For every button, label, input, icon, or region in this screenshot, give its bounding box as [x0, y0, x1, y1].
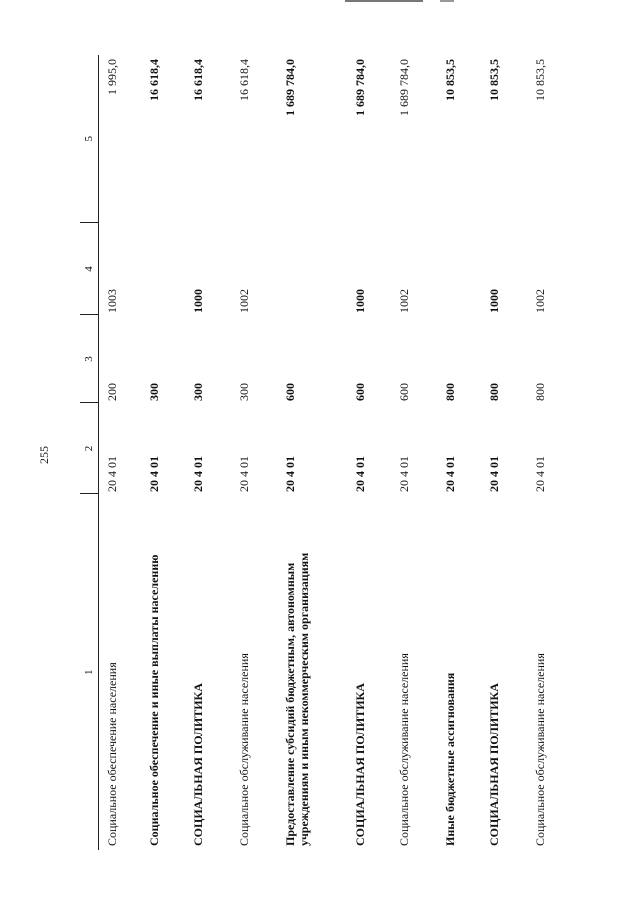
- row-target-article: 20 4 01: [533, 456, 547, 492]
- row-amount: 1 995,0: [105, 59, 119, 95]
- row-target-article: 20 4 01: [443, 456, 457, 492]
- row-expense-type: 800: [533, 383, 547, 401]
- budget-table: [80, 55, 569, 850]
- table-header-row: [80, 55, 99, 850]
- table-container: [80, 55, 570, 850]
- row-section: 1002: [533, 289, 547, 313]
- table-row: [391, 55, 437, 850]
- row-amount: 16 618,4: [191, 59, 205, 101]
- row-section: [141, 223, 185, 315]
- row-target-article: 20 4 01: [397, 456, 411, 492]
- column-header-name: 1: [80, 494, 99, 850]
- row-amount: 1 689 784,0: [353, 59, 367, 116]
- row-section: 1002: [237, 289, 251, 313]
- row-name: Социальное обеспечение населения: [105, 662, 119, 846]
- table-row: [277, 55, 347, 850]
- row-expense-type: 300: [237, 383, 251, 401]
- row-name: Социальное обслуживание населения: [237, 653, 251, 846]
- column-header-amount: 5: [80, 55, 99, 223]
- row-amount: 16 618,4: [237, 59, 251, 101]
- row-expense-type: 800: [487, 383, 501, 401]
- row-expense-type: 600: [283, 383, 297, 401]
- row-section: 1000: [487, 289, 501, 313]
- row-name: Иные бюджетные ассигнования: [443, 672, 457, 846]
- column-header-section: 4: [80, 223, 99, 315]
- row-section: [437, 223, 481, 315]
- row-section: 1000: [353, 289, 367, 313]
- row-expense-type: 600: [353, 383, 367, 401]
- row-section: 1002: [397, 289, 411, 313]
- row-expense-type: 800: [443, 383, 457, 401]
- row-amount: 1 689 784,0: [397, 59, 411, 116]
- row-target-article: 20 4 01: [237, 456, 251, 492]
- page-number: 255: [37, 446, 51, 464]
- row-name: Социальное обслуживание населения: [533, 653, 547, 846]
- row-name: Социальное обеспечение и иные выплаты населению: [147, 554, 161, 846]
- scan-mark: [345, 0, 423, 2]
- row-name: СОЦИАЛЬНАЯ ПОЛИТИКА: [353, 683, 367, 846]
- column-header-expense-type: 3: [80, 315, 99, 403]
- row-section: 1000: [191, 289, 205, 313]
- row-amount: 10 853,5: [533, 59, 547, 101]
- scan-mark: [440, 0, 454, 2]
- row-expense-type: 600: [397, 383, 411, 401]
- table-row: [347, 55, 391, 850]
- table-row: [527, 55, 569, 850]
- row-target-article: 20 4 01: [353, 456, 367, 492]
- row-target-article: 20 4 01: [147, 456, 161, 492]
- row-amount: 1 689 784,0: [283, 59, 297, 116]
- row-expense-type: 200: [105, 383, 119, 401]
- row-expense-type: 300: [191, 383, 205, 401]
- row-amount: 16 618,4: [147, 59, 161, 101]
- row-expense-type: 300: [147, 383, 161, 401]
- row-target-article: 20 4 01: [283, 456, 297, 492]
- row-name: СОЦИАЛЬНАЯ ПОЛИТИКА: [487, 683, 501, 846]
- row-target-article: 20 4 01: [105, 456, 119, 492]
- row-target-article: 20 4 01: [487, 456, 501, 492]
- table-row: [141, 55, 185, 850]
- table-row: [99, 55, 142, 850]
- row-name: Социальное обслуживание населения: [397, 653, 411, 846]
- row-amount: 10 853,5: [443, 59, 457, 101]
- row-name: Предоставление субсидий бюджетным, автономным учреждениям и иным некоммерческим организациям: [283, 552, 312, 846]
- column-header-target-article: 2: [80, 403, 99, 494]
- row-section: [277, 223, 347, 315]
- row-section: 1003: [105, 289, 119, 313]
- row-name: СОЦИАЛЬНАЯ ПОЛИТИКА: [191, 683, 205, 846]
- table-row: [437, 55, 481, 850]
- table-row: [185, 55, 231, 850]
- row-amount: 10 853,5: [487, 59, 501, 101]
- row-target-article: 20 4 01: [191, 456, 205, 492]
- table-row: [231, 55, 277, 850]
- table-row: [481, 55, 527, 850]
